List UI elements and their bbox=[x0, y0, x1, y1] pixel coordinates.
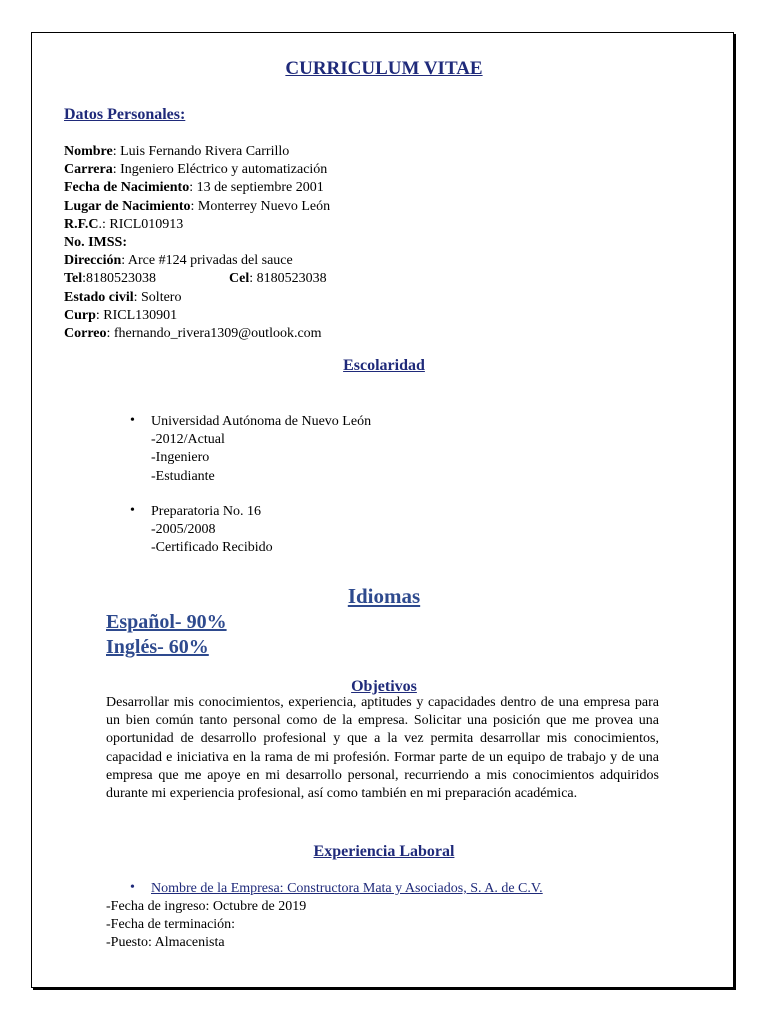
email-row: Correo: fhernando_rivera1309@outlook.com bbox=[64, 325, 322, 341]
rfc-row: R.F.C.: RICL010913 bbox=[64, 216, 184, 232]
phone-row: Tel:8180523038 Cel: 8180523038 bbox=[64, 270, 330, 288]
personal-data-heading: Datos Personales: bbox=[64, 106, 186, 123]
objectives-paragraph: Desarrollar mis conocimientos, experiencia, aptitudes y capacidades dentro de una empresa para un bien común tanto personal como de la empresa. Solicitar una posición que me provea una oportunidad de desarrollo profesional y que a la vez permita desarrollar mis conocimientos, capacidad e iniciativa en la rama de mi profesión. Formar parte de un equipo de trabajo y de una empresa que me apoye en mi desarrollo personal, recurriendo a mis conocimientos adquiridos durante mi experiencia profesional, así como también en mi preparación académica. bbox=[106, 695, 659, 802]
languages-heading: Idiomas bbox=[347, 584, 421, 608]
career-row: Carrera: Ingeniero Eléctrico y automatización bbox=[64, 162, 328, 178]
education-heading: Escolaridad bbox=[343, 357, 425, 374]
imss-row: No. IMSS: bbox=[64, 234, 128, 250]
bullet-icon: • bbox=[130, 413, 135, 428]
objectives-heading: Objetivos bbox=[351, 678, 417, 695]
experience-heading: Experiencia Laboral bbox=[313, 843, 455, 860]
education-item: Preparatoria No. 16 -2005/2008 -Certificado Recibido bbox=[151, 504, 273, 556]
document-title: CURRICULUM VITAE bbox=[285, 58, 483, 79]
experience-details: -Fecha de ingreso: Octubre de 2019 -Fecha de terminación: -Puesto: Almacenista bbox=[106, 899, 307, 951]
cel-field: Cel: 8180523038 bbox=[229, 271, 327, 287]
bullet-icon: • bbox=[130, 880, 135, 895]
language-item: Inglés- 60% bbox=[106, 636, 209, 658]
birthdate-row: Fecha de Nacimiento: 13 de septiembre 2001 bbox=[64, 180, 324, 196]
address-row: Dirección: Arce #124 privadas del sauce bbox=[64, 253, 293, 269]
bullet-icon: • bbox=[130, 503, 135, 518]
company-name: Nombre de la Empresa: Constructora Mata y Asociados, S. A. de C.V. bbox=[151, 881, 543, 896]
language-item: Español- 90% bbox=[106, 611, 227, 633]
civil-status-row: Estado civil: Soltero bbox=[64, 289, 182, 305]
curp-row: Curp: RICL130901 bbox=[64, 307, 178, 323]
personal-data-block bbox=[64, 143, 330, 343]
birthplace-row: Lugar de Nacimiento: Monterrey Nuevo León bbox=[64, 198, 331, 214]
name-row: Nombre: Luis Fernando Rivera Carrillo bbox=[64, 144, 290, 159]
education-item: Universidad Autónoma de Nuevo León -2012/Actual -Ingeniero -Estudiante bbox=[151, 414, 372, 484]
